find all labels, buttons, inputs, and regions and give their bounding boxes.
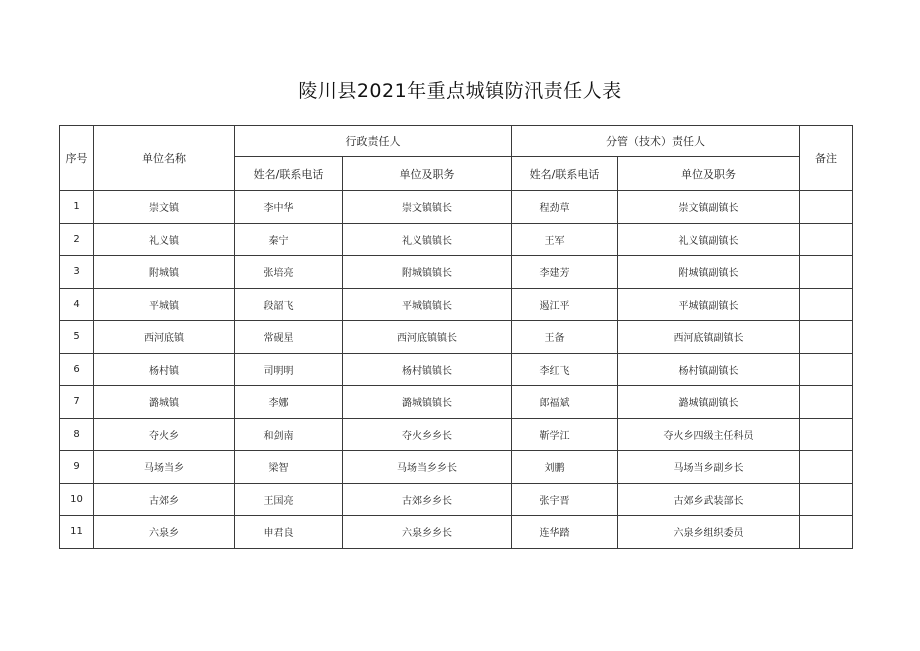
cell-tech-position-text: 附城镇副镇长: [678, 268, 739, 280]
cell-tech-name: [512, 256, 618, 289]
cell-admin-position: [343, 223, 512, 256]
cell-remark: [800, 321, 853, 354]
cell-tech-name: [512, 418, 618, 451]
cell-unit-name: [94, 353, 235, 386]
cell-tech-name-text: 郎福斌: [539, 398, 570, 410]
cell-tech-position: [618, 223, 800, 256]
cell-seq: [60, 386, 94, 419]
cell-seq-text: 2: [73, 233, 80, 245]
table-row: [60, 516, 853, 549]
cell-admin-name-text: 李娜: [268, 398, 289, 410]
cell-admin-position: [343, 386, 512, 419]
table-row: [60, 386, 853, 419]
cell-admin-position: [343, 353, 512, 386]
cell-tech-name: [512, 191, 618, 224]
cell-unit-name-text: 平城镇: [149, 300, 179, 312]
table-body: [60, 191, 853, 549]
cell-admin-position: [343, 451, 512, 484]
cell-admin-name: [235, 223, 343, 256]
cell-admin-name-text: 李中华: [263, 203, 294, 215]
cell-tech-position: [618, 191, 800, 224]
cell-unit-name: [94, 321, 235, 354]
cell-admin-name-text: 常砚星: [263, 333, 294, 345]
cell-tech-position: [618, 516, 800, 549]
cell-seq-text: 3: [73, 266, 80, 278]
cell-admin-name-text: 梁智: [268, 463, 289, 475]
cell-tech-name-text: 张宇晋: [539, 495, 570, 507]
cell-remark: [800, 223, 853, 256]
cell-tech-name-text: 连华踏: [539, 528, 570, 540]
cell-unit-name-text: 六泉乡: [149, 528, 179, 540]
cell-unit-name-text: 古郊乡: [149, 495, 179, 507]
cell-seq: [60, 256, 94, 289]
cell-tech-position: [618, 256, 800, 289]
table-row: [60, 418, 853, 451]
cell-admin-position-text: 崇文镇镇长: [402, 203, 452, 215]
cell-admin-position: [343, 516, 512, 549]
cell-tech-position: [618, 386, 800, 419]
cell-seq-text: 7: [73, 396, 80, 408]
cell-unit-name: [94, 386, 235, 419]
cell-seq-text: 4: [73, 298, 80, 310]
cell-tech-name: [512, 223, 618, 256]
cell-tech-name-text: 遏江平: [539, 300, 570, 312]
cell-remark: [800, 191, 853, 224]
cell-tech-position: [618, 451, 800, 484]
cell-admin-name-text: 秦宁: [268, 235, 289, 247]
cell-admin-position: [343, 321, 512, 354]
cell-tech-position: [618, 321, 800, 354]
cell-tech-position-text: 六泉乡组织委员: [673, 528, 744, 540]
cell-tech-name: [512, 353, 618, 386]
cell-unit-name: [94, 418, 235, 451]
cell-admin-name-text: 张培亮: [263, 268, 294, 280]
cell-tech-name-text: 李建芳: [539, 268, 570, 280]
cell-seq: [60, 223, 94, 256]
cell-unit-name: [94, 256, 235, 289]
cell-admin-position: [343, 288, 512, 321]
document-title: 陵川县2021年重点城镇防汛责任人表: [298, 80, 622, 102]
cell-unit-name: [94, 191, 235, 224]
header-tech-unit-position: 单位及职务: [618, 157, 800, 191]
header-row-1: [60, 126, 853, 157]
cell-tech-name-text: 靳学江: [539, 430, 570, 442]
cell-seq: [60, 353, 94, 386]
cell-admin-position-text: 西河底镇镇长: [397, 333, 457, 345]
cell-seq: [60, 483, 94, 516]
cell-admin-position-text: 六泉乡乡长: [402, 528, 452, 540]
cell-remark: [800, 451, 853, 484]
cell-seq: [60, 321, 94, 354]
cell-tech-position-text: 礼义镇副镇长: [678, 235, 739, 247]
cell-remark: [800, 386, 853, 419]
cell-tech-position: [618, 288, 800, 321]
cell-tech-name-text: 程劲草: [539, 203, 570, 215]
header-unit-name: 单位名称: [94, 126, 235, 191]
cell-tech-position: [618, 418, 800, 451]
cell-admin-name: [235, 353, 343, 386]
cell-admin-position: [343, 483, 512, 516]
header-tech-group: 分管（技术）责任人: [512, 126, 800, 157]
cell-admin-name-text: 司明明: [263, 365, 294, 377]
cell-admin-position-text: 平城镇镇长: [402, 300, 452, 312]
cell-admin-name: [235, 483, 343, 516]
cell-unit-name-text: 杨村镇: [149, 365, 179, 377]
cell-admin-position-text: 马场当乡乡长: [397, 463, 457, 475]
header-seq: 序号: [60, 126, 94, 191]
cell-tech-position-text: 潞城镇副镇长: [678, 398, 739, 410]
cell-seq-text: 1: [73, 201, 80, 213]
header-remark: 备注: [800, 126, 853, 191]
table-row: [60, 451, 853, 484]
cell-unit-name-text: 马场当乡: [144, 463, 184, 475]
cell-admin-name: [235, 418, 343, 451]
cell-tech-position-text: 古郊乡武装部长: [673, 495, 744, 507]
cell-remark: [800, 288, 853, 321]
cell-seq: [60, 191, 94, 224]
cell-tech-position-text: 崇文镇副镇长: [678, 203, 739, 215]
cell-remark: [800, 483, 853, 516]
cell-admin-name: [235, 191, 343, 224]
table-row: [60, 483, 853, 516]
cell-tech-position-text: 杨村镇副镇长: [678, 365, 739, 377]
cell-seq-text: 6: [73, 363, 80, 375]
table-row: [60, 353, 853, 386]
table-row: [60, 256, 853, 289]
cell-admin-name-text: 段韶飞: [263, 300, 294, 312]
cell-unit-name-text: 礼义镇: [149, 235, 179, 247]
cell-seq-text: 8: [73, 428, 80, 440]
cell-admin-position: [343, 418, 512, 451]
cell-seq-text: 5: [73, 331, 80, 343]
cell-admin-name: [235, 256, 343, 289]
cell-seq: [60, 288, 94, 321]
cell-tech-position: [618, 483, 800, 516]
cell-tech-position-text: 西河底镇副镇长: [673, 333, 744, 345]
table-row: [60, 288, 853, 321]
header-tech-name-phone: 姓名/联系电话: [512, 157, 618, 191]
cell-admin-name: [235, 451, 343, 484]
cell-remark: [800, 418, 853, 451]
cell-tech-name: [512, 483, 618, 516]
cell-unit-name-text: 夺火乡: [149, 430, 179, 442]
cell-admin-position-text: 杨村镇镇长: [402, 365, 452, 377]
cell-seq-text: 11: [70, 526, 83, 538]
cell-tech-name-text: 刘鹏: [544, 463, 565, 475]
cell-tech-name: [512, 516, 618, 549]
cell-tech-name: [512, 386, 618, 419]
cell-unit-name-text: 西河底镇: [144, 333, 184, 345]
cell-tech-position-text: 夺火乡四级主任科员: [663, 430, 754, 442]
cell-unit-name: [94, 516, 235, 549]
cell-unit-name: [94, 288, 235, 321]
cell-admin-position-text: 附城镇镇长: [402, 268, 452, 280]
cell-unit-name-text: 潞城镇: [149, 398, 179, 410]
cell-unit-name: [94, 223, 235, 256]
cell-admin-position: [343, 191, 512, 224]
cell-seq-text: 10: [70, 493, 83, 505]
header-admin-group: 行政责任人: [235, 126, 512, 157]
table-row: [60, 223, 853, 256]
cell-seq: [60, 516, 94, 549]
cell-seq-text: 9: [73, 461, 80, 473]
cell-tech-name-text: 李红飞: [539, 365, 570, 377]
cell-admin-name-text: 申君良: [263, 528, 294, 540]
cell-tech-name-text: 王军: [544, 235, 565, 247]
cell-tech-name: [512, 451, 618, 484]
cell-unit-name-text: 崇文镇: [149, 203, 179, 215]
responsibility-table: [59, 125, 853, 549]
cell-remark: [800, 353, 853, 386]
cell-admin-position-text: 夺火乡乡长: [402, 430, 452, 442]
cell-tech-position: [618, 353, 800, 386]
cell-admin-name-text: 王国亮: [263, 495, 294, 507]
cell-admin-name: [235, 516, 343, 549]
cell-seq: [60, 418, 94, 451]
table-row: [60, 321, 853, 354]
cell-tech-name: [512, 288, 618, 321]
cell-unit-name: [94, 451, 235, 484]
cell-admin-position-text: 礼义镇镇长: [402, 235, 452, 247]
header-admin-unit-position: 单位及职务: [343, 157, 512, 191]
cell-unit-name-text: 附城镇: [149, 268, 179, 280]
cell-tech-name: [512, 321, 618, 354]
cell-remark: [800, 516, 853, 549]
cell-admin-position-text: 潞城镇镇长: [402, 398, 452, 410]
header-admin-name-phone: 姓名/联系电话: [235, 157, 343, 191]
table-row: [60, 191, 853, 224]
cell-admin-name: [235, 288, 343, 321]
cell-unit-name: [94, 483, 235, 516]
cell-tech-position-text: 平城镇副镇长: [678, 300, 739, 312]
cell-admin-name-text: 和剑南: [263, 430, 294, 442]
cell-admin-name: [235, 386, 343, 419]
cell-admin-position-text: 古郊乡乡长: [402, 495, 452, 507]
cell-seq: [60, 451, 94, 484]
cell-admin-position: [343, 256, 512, 289]
cell-tech-name-text: 王备: [544, 333, 565, 345]
cell-remark: [800, 256, 853, 289]
cell-tech-position-text: 马场当乡副乡长: [673, 463, 744, 475]
cell-admin-name: [235, 321, 343, 354]
